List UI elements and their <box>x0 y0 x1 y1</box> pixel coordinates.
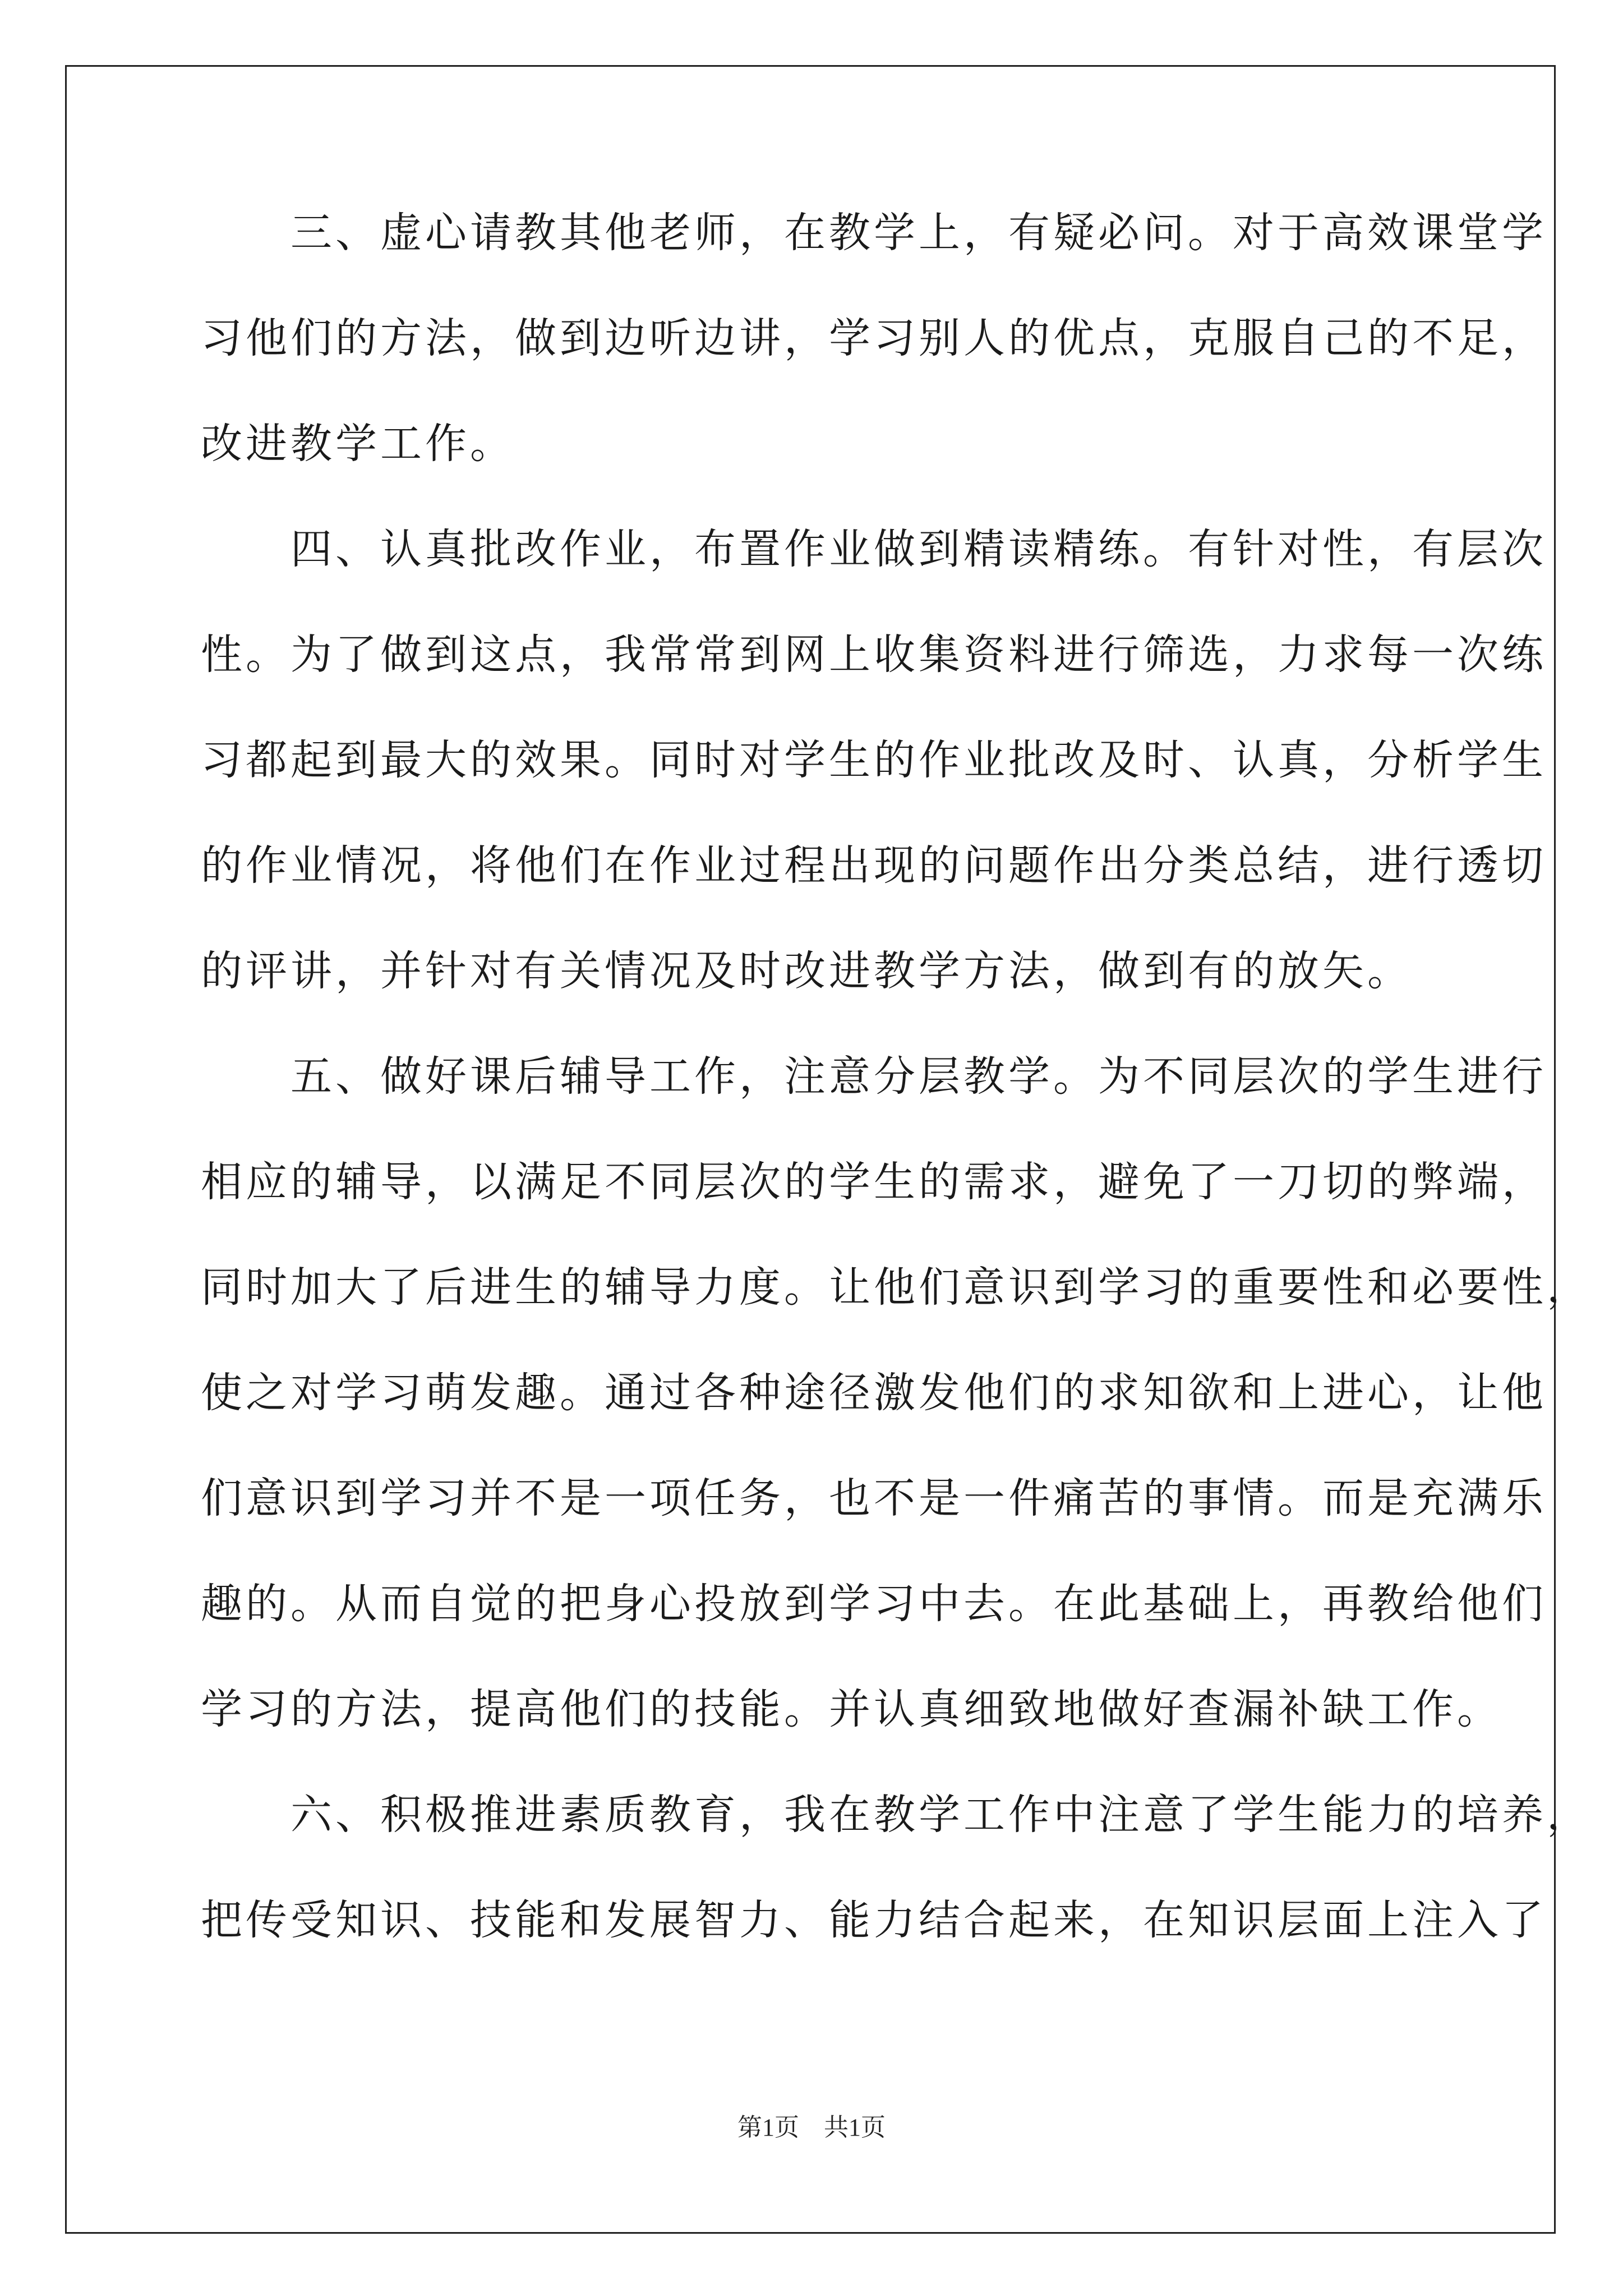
text-line: 性。为了做到这点，我常常到网上收集资料进行筛选，力求每一次练 <box>201 631 1547 679</box>
text-line: 学习的方法，提高他们的技能。并认真细致地做好查漏补缺工作。 <box>201 1685 1502 1733</box>
text-line: 三、虚心请教其他老师，在教学上，有疑必问。对于高效课堂学 <box>201 209 1547 257</box>
text-line: 六、积极推进素质教育，我在教学工作中注意了学生能力的培养， <box>201 1791 1592 1839</box>
text-line: 改进教学工作。 <box>201 420 515 468</box>
text-line: 习他们的方法，做到边听边讲，学习别人的优点，克服自己的不足， <box>201 314 1547 362</box>
text-line: 使之对学习萌发趣。通过各种途径激发他们的求知欲和上进心，让他 <box>201 1369 1547 1417</box>
text-line: 的作业情况，将他们在作业过程出现的问题作出分类总结，进行透切 <box>201 841 1547 890</box>
text-line: 相应的辅导，以满足不同层次的学生的需求，避免了一刀切的弊端， <box>201 1158 1547 1206</box>
text-line: 五、做好课后辅导工作，注意分层教学。为不同层次的学生进行 <box>201 1052 1547 1101</box>
text-line: 四、认真批改作业，布置作业做到精读精练。有针对性，有层次 <box>201 525 1547 573</box>
text-line: 趣的。从而自觉的把身心投放到学习中去。在此基础上，再教给他们 <box>201 1580 1547 1628</box>
text-line: 习都起到最大的效果。同时对学生的作业批改及时、认真，分析学生 <box>201 736 1547 784</box>
text-line: 把传受知识、技能和发展智力、能力结合起来，在知识层面上注入了 <box>201 1896 1547 1944</box>
page-number-footer: 第1页 共1页 <box>737 2114 886 2141</box>
text-line: 同时加大了后进生的辅导力度。让他们意识到学习的重要性和必要性， <box>201 1263 1592 1312</box>
text-line: 的评讲，并针对有关情况及时改进教学方法，做到有的放矢。 <box>201 947 1412 995</box>
text-line: 们意识到学习并不是一项任务，也不是一件痛苦的事情。而是充满乐 <box>201 1474 1547 1522</box>
